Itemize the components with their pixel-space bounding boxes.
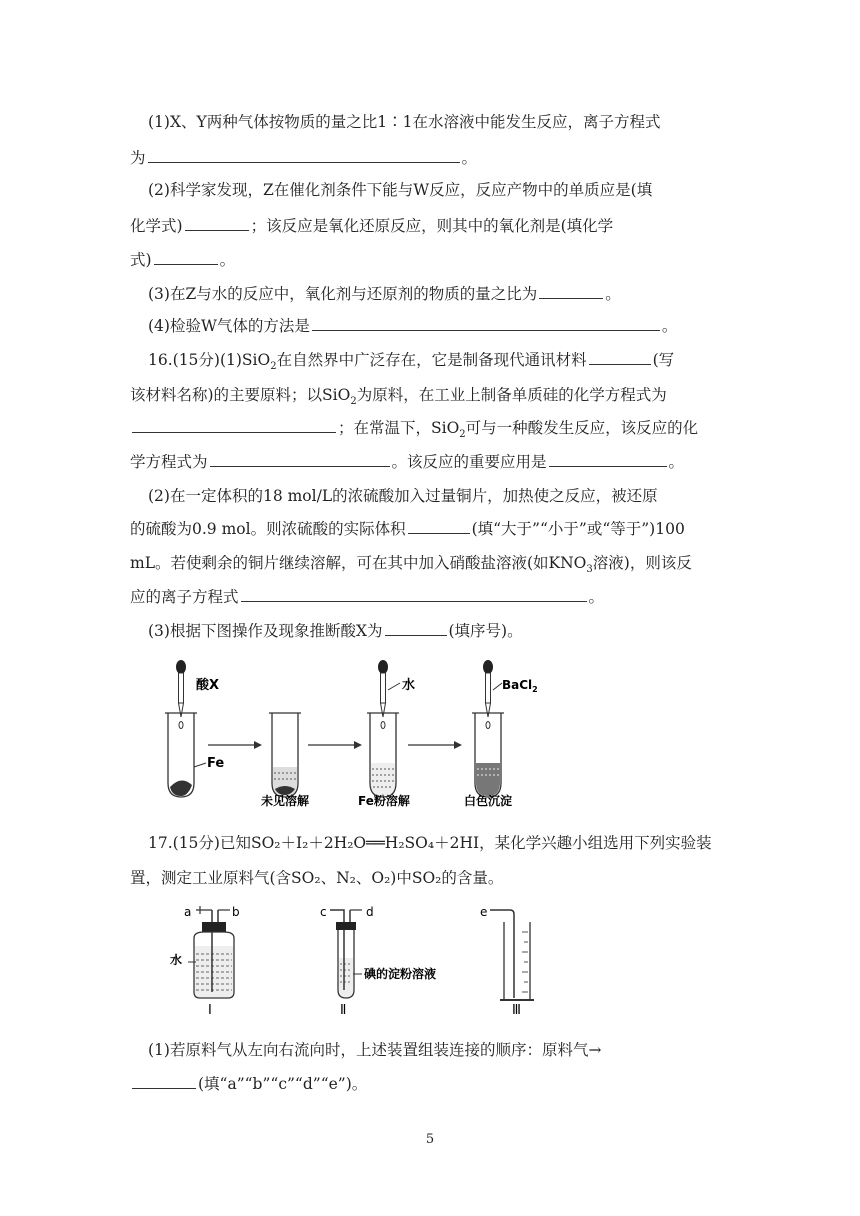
test-tube-4 [472,713,504,797]
q16-line3 [130,418,698,445]
q16-l4-pre: 学方程式为 [130,453,208,471]
q16-line2 [130,385,667,412]
answer-blank[interactable] [385,621,447,636]
port-d-label: d [366,905,374,919]
answer-blank[interactable] [241,587,587,602]
water-label: 水 [402,678,416,693]
port-c-label: c [320,905,327,919]
q15-p1-pre: 为 [130,149,146,167]
caption-3: 白色沉淀 [464,794,513,808]
port-b-label: b [232,905,240,919]
answer-blank[interactable] [148,148,460,163]
q16-l1-mid: 在自然界中广泛存在，它是制备现代通讯材料 [276,351,587,369]
q15-p1-post: 。 [461,149,478,167]
q15-part1-line2 [130,148,477,168]
q16-l8-post: 。 [588,588,605,606]
q15-part1-line1: (1)X、Y两种气体按物质的量之比1∶1在水溶液中能发生反应，离子方程式 [148,113,661,131]
subscript: 3 [586,564,593,576]
q16-l9-pre: (3)根据下图操作及现象推断酸X为 [148,622,383,640]
answer-blank[interactable] [539,284,603,299]
q15-p4-post: 。 [661,317,678,335]
dropper-icon [483,660,493,717]
wash-bottle [170,905,240,1018]
subscript: 2 [350,396,357,408]
q16-l4-post: 。 [668,453,685,471]
port-a-label: a [184,905,192,919]
q16-l3-post: 可与一种酸发生反应，该反应的化 [465,419,699,437]
answer-blank[interactable] [132,418,336,433]
q15-p3-pre: (3)在Z与水的反应中，氧化剂与还原剂的物质的量之比为 [148,285,538,303]
dropper-icon [176,660,186,717]
answer-blank[interactable] [312,316,660,331]
q15-part3 [148,284,621,304]
bacl2-pointer [493,683,502,690]
q17-l4-post: (填“a”“b”“c”“d”“e”)。 [198,1075,368,1093]
q15-p2-post: ；该反应是氧化还原反应，则其中的氧化剂是(填化学 [250,217,614,235]
q16-line6 [130,519,685,539]
answer-blank[interactable] [210,452,390,467]
q16-l1-pre: 16.(15分)(1)SiO [148,351,271,369]
bacl2-label: BaCl$_2$ [502,678,538,694]
q16-line7 [130,553,692,580]
q15-part2-line3 [130,250,235,270]
subscript: 2 [459,429,466,441]
arrow-icon [208,741,262,749]
q16-l6-post: (填“大于”“小于”或“等于”)100 [471,520,685,538]
water-pointer [388,683,400,690]
q17-line1: 17.(15分)已知SO₂＋I₂＋2H₂O══H₂SO₄＋2HI，某化学兴趣小组选用下列实验装 [148,834,712,852]
q16-line4 [130,452,684,472]
q15-p3-post: 。 [605,285,621,303]
q16-l1-post: (写 [652,351,675,369]
q16-l9-post: (填序号)。 [448,622,523,640]
fe-pointer [194,763,206,767]
page-number: 5 [425,1132,435,1147]
q15-p2-pre: 化学式) [130,217,183,235]
q17-line2: 置，测定工业原料气(含SO₂、N₂、O₂)中SO₂的含量。 [130,869,504,887]
port-e-label: e [480,905,488,919]
q16-line1 [148,350,674,377]
answer-blank[interactable] [185,216,249,231]
q15-p2c-pre: 式) [130,251,152,269]
test-tube-3 [367,713,399,797]
acid-x-label: 酸X [196,678,220,693]
test-tube-1 [165,713,197,797]
q17-part1-line2 [130,1074,367,1094]
q16-l7-pre: mL。若使剩余的铜片继续溶解，可在其中加入硝酸盐溶液(如KNO [130,554,587,572]
q16-l8-pre: 应的离子方程式 [130,588,239,606]
q17-part1-line1: (1)若原料气从左向右流向时，上述装置组装连接的顺序：原料气→ [148,1041,602,1059]
subscript: 2 [270,361,277,373]
q16-l2-pre: 该材料名称)的主要原料；以SiO [130,386,351,404]
roman-ii-label: Ⅱ [340,1003,347,1018]
q15-part2-line2 [130,216,613,236]
q16-line9 [148,621,523,641]
absorption-tube [320,905,436,1018]
caption-2: Fe粉溶解 [358,794,410,808]
q16-line8 [130,587,604,607]
fe-label: Fe [207,756,225,771]
dropper-icon [378,660,388,717]
q16-l3-mid: ；在常温下，SiO [338,419,460,437]
acid-test-figure [150,655,550,815]
roman-iii-label: Ⅲ [512,1003,521,1018]
answer-blank[interactable] [549,452,667,467]
q15-p4-pre: (4)检验W气体的方法是 [148,317,310,335]
roman-i-label: Ⅰ [208,1003,212,1018]
test-tube-2 [269,713,301,797]
apparatus-figure [160,902,540,1022]
water-label: 水 [170,953,183,967]
q15-part4 [148,316,677,336]
q15-p2c-post: 。 [219,251,236,269]
iodine-starch-label: 碘的淀粉溶液 [364,967,437,981]
q16-l2-post: 为原料，在工业上制备单质硅的化学方程式为 [356,386,667,404]
q16-l7-post: 溶液)，则该反 [592,554,692,572]
measuring-cylinder [480,905,534,1018]
q16-line5: (2)在一定体积的18 mol/L的浓硫酸加入过量铜片，加热使之反应，被还原 [148,487,658,505]
q16-l6-pre: 的硫酸为0.9 mol。则浓硫酸的实际体积 [130,520,406,538]
q15-part2-line1: (2)科学家发现，Z在催化剂条件下能与W反应，反应产物中的单质应是(填 [148,181,653,199]
answer-blank[interactable] [154,250,218,265]
arrow-icon [308,741,362,749]
answer-blank[interactable] [132,1074,196,1089]
arrow-icon [408,741,462,749]
answer-blank[interactable] [408,519,470,534]
answer-blank[interactable] [589,350,651,365]
caption-1: 未见溶解 [261,794,310,808]
q16-l4-mid: 。该反应的重要应用是 [391,453,547,471]
